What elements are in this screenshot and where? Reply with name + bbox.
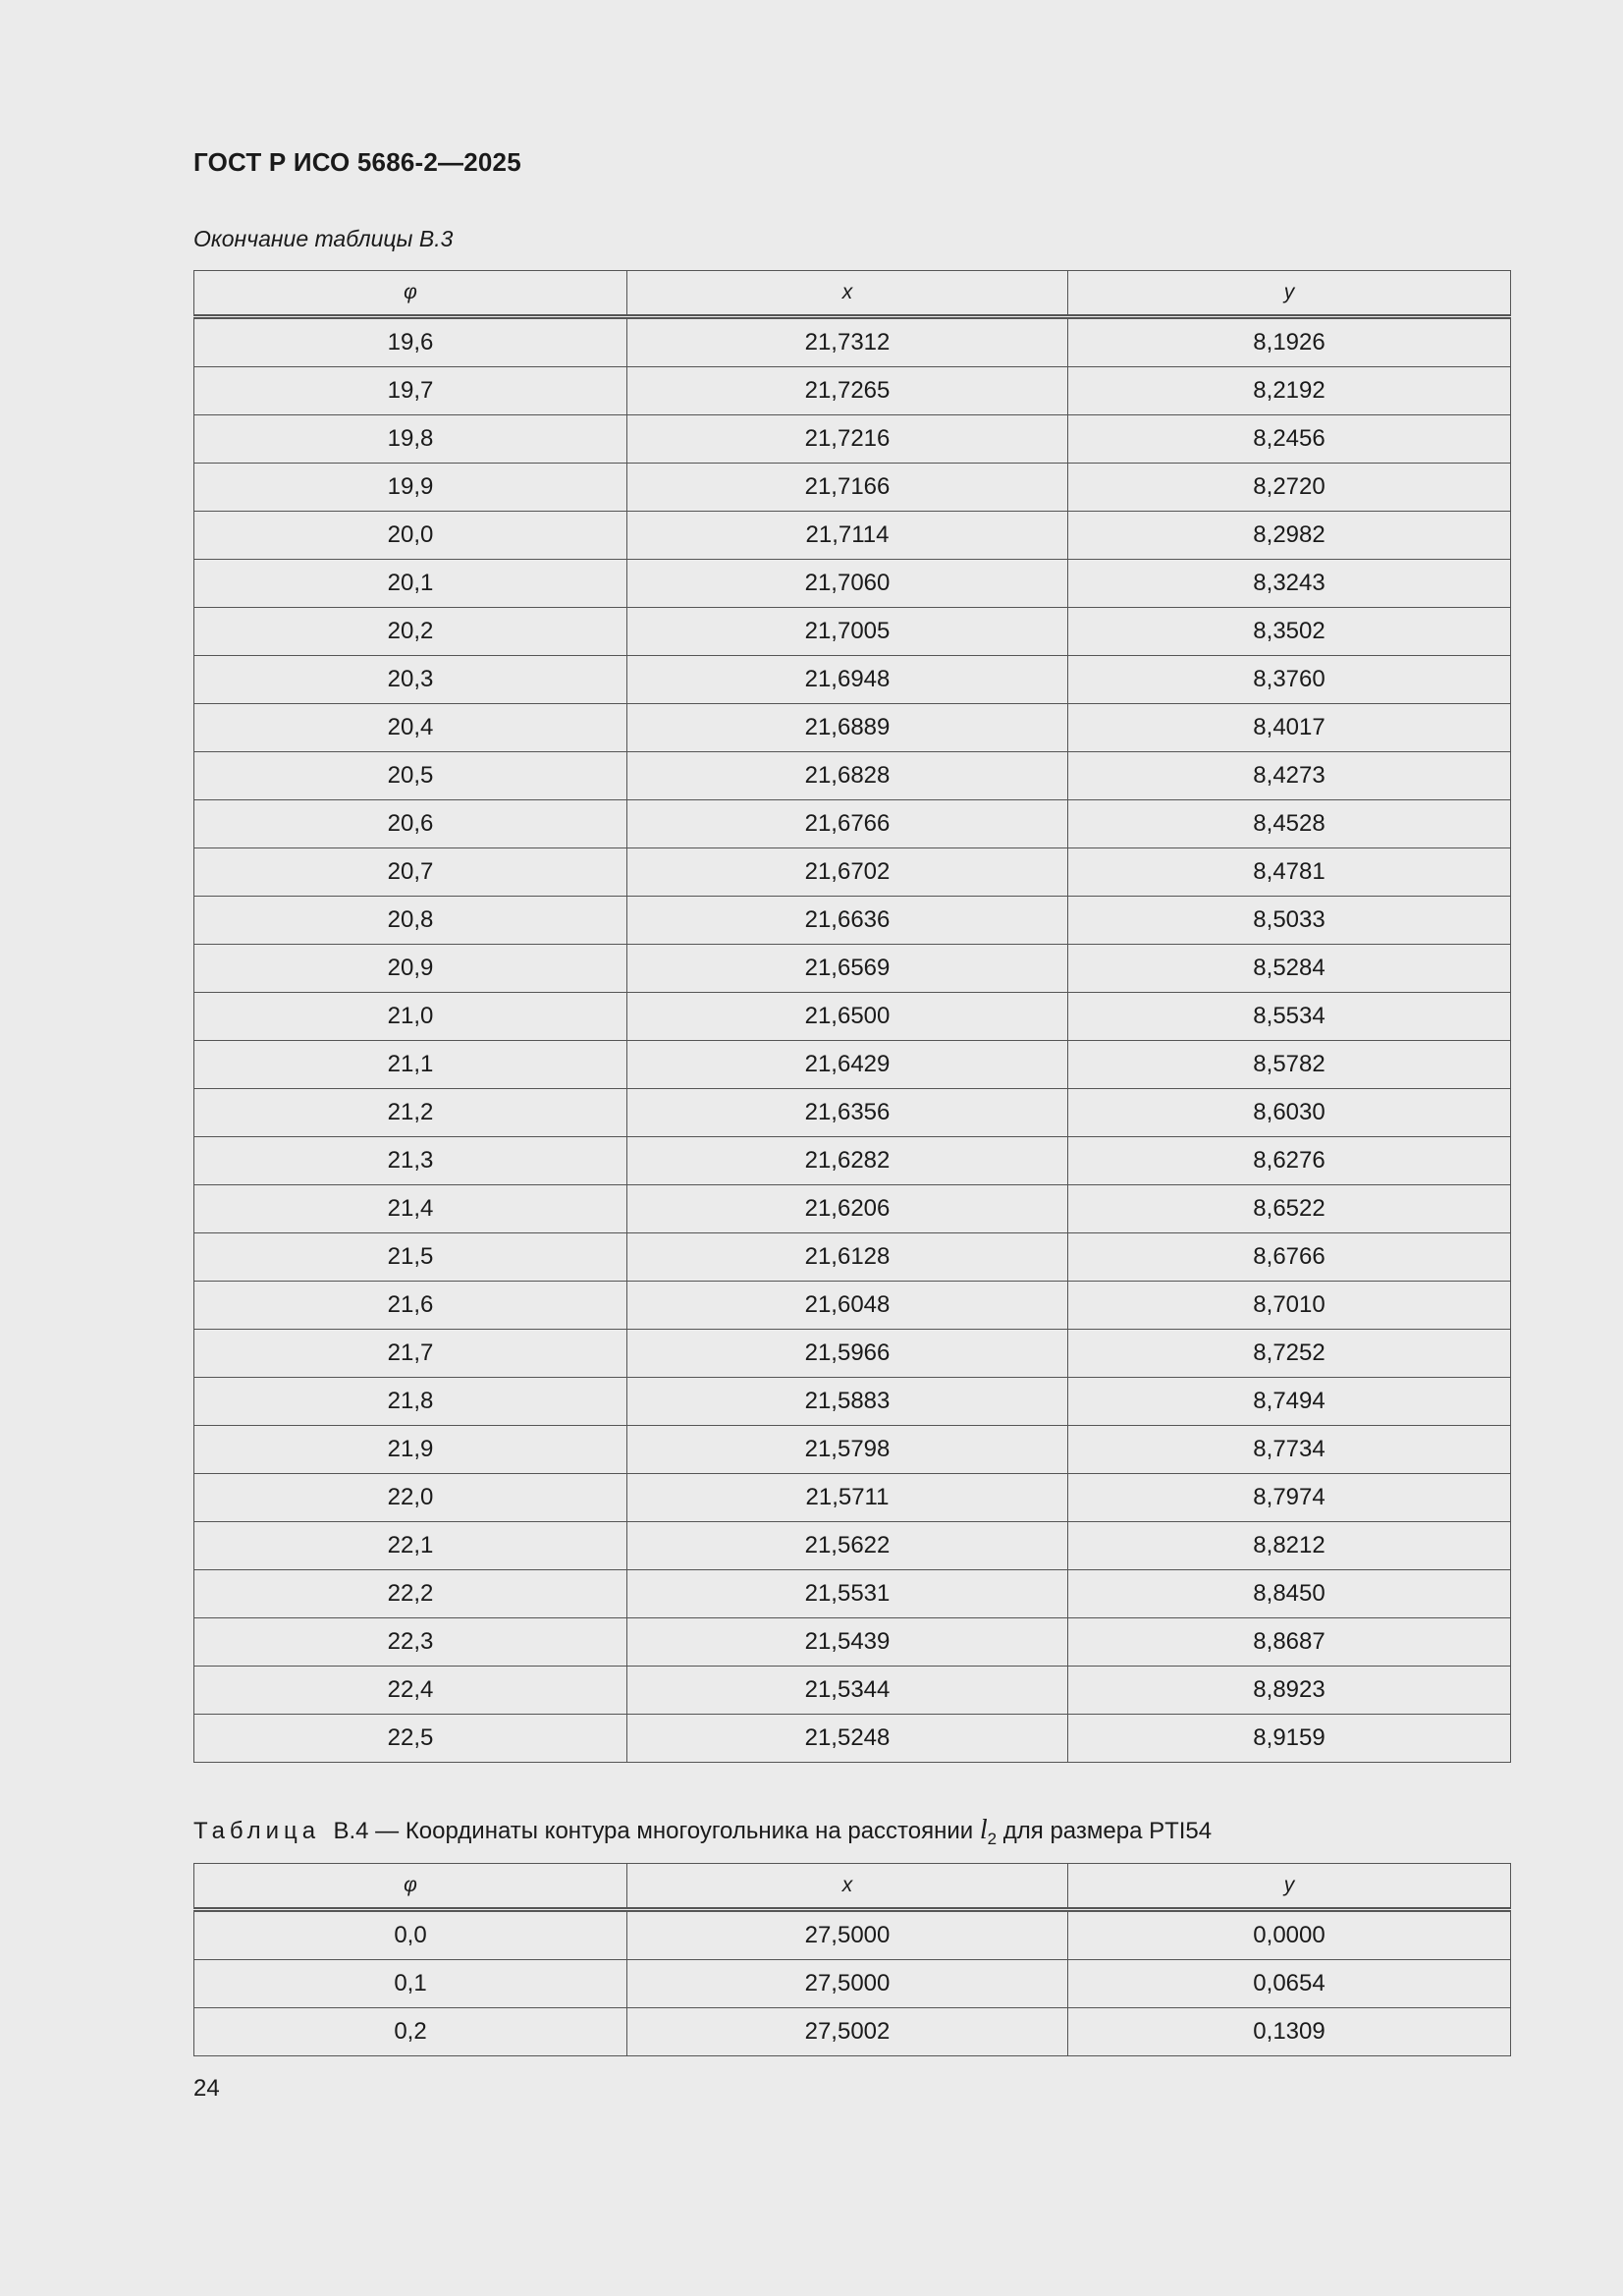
cell-x: 21,6128 [627, 1233, 1068, 1282]
cell-phi: 20,9 [194, 945, 627, 993]
cell-x: 21,6828 [627, 752, 1068, 800]
table-row [194, 897, 1511, 945]
table-b4 [193, 1863, 1511, 2056]
cell-phi: 21,4 [194, 1185, 627, 1233]
table-row [194, 848, 1511, 897]
cell-phi: 20,6 [194, 800, 627, 848]
column-header-x: x [627, 271, 1068, 317]
table-b4-body [194, 1910, 1511, 2056]
cell-phi: 20,1 [194, 560, 627, 608]
table-b4-caption [193, 1815, 1212, 1849]
column-header-y: y [1068, 271, 1511, 317]
document-header: ГОСТ Р ИСО 5686-2—2025 [193, 147, 521, 177]
cell-x: 21,5711 [627, 1474, 1068, 1522]
cell-y: 8,8687 [1068, 1618, 1511, 1667]
cell-phi: 21,8 [194, 1378, 627, 1426]
cell-phi: 22,4 [194, 1667, 627, 1715]
cell-x: 21,6702 [627, 848, 1068, 897]
cell-phi: 19,8 [194, 415, 627, 464]
caption-suffix: для размера PTI54 [1002, 1818, 1213, 1844]
table-row [194, 1960, 1511, 2008]
cell-y: 8,4528 [1068, 800, 1511, 848]
cell-x: 21,6356 [627, 1089, 1068, 1137]
table-row [194, 1378, 1511, 1426]
caption-variable: l [979, 1815, 988, 1845]
cell-x: 21,5798 [627, 1426, 1068, 1474]
cell-x: 21,5622 [627, 1522, 1068, 1570]
cell-phi: 22,5 [194, 1715, 627, 1763]
cell-y: 8,2192 [1068, 367, 1511, 415]
cell-y: 8,6276 [1068, 1137, 1511, 1185]
cell-x: 21,7114 [627, 512, 1068, 560]
cell-x: 21,5966 [627, 1330, 1068, 1378]
table-row [194, 1233, 1511, 1282]
cell-x: 21,6429 [627, 1041, 1068, 1089]
cell-y: 8,7252 [1068, 1330, 1511, 1378]
caption-title: В.4 — Координаты контура многоугольника на расстоянии [333, 1818, 974, 1844]
cell-y: 8,7974 [1068, 1474, 1511, 1522]
column-header-y: y [1068, 1864, 1511, 1910]
cell-phi: 19,6 [194, 317, 627, 367]
table-b3-body [194, 317, 1511, 1763]
cell-y: 0,0000 [1068, 1910, 1511, 1960]
table-row [194, 1137, 1511, 1185]
table-row [194, 800, 1511, 848]
table-row [194, 1474, 1511, 1522]
cell-y: 8,4273 [1068, 752, 1511, 800]
table-row [194, 415, 1511, 464]
cell-phi: 20,3 [194, 656, 627, 704]
table-row [194, 464, 1511, 512]
cell-y: 8,3502 [1068, 608, 1511, 656]
cell-phi: 20,4 [194, 704, 627, 752]
table-row [194, 1715, 1511, 1763]
table-row [194, 317, 1511, 367]
table-row [194, 512, 1511, 560]
cell-phi: 20,2 [194, 608, 627, 656]
cell-x: 21,7166 [627, 464, 1068, 512]
table-row [194, 1910, 1511, 1960]
table-row [194, 1282, 1511, 1330]
cell-x: 21,6948 [627, 656, 1068, 704]
table-row [194, 993, 1511, 1041]
cell-phi: 22,0 [194, 1474, 627, 1522]
cell-phi: 21,2 [194, 1089, 627, 1137]
cell-y: 8,4017 [1068, 704, 1511, 752]
cell-y: 8,5284 [1068, 945, 1511, 993]
cell-y: 8,6766 [1068, 1233, 1511, 1282]
cell-x: 21,6206 [627, 1185, 1068, 1233]
caption-label: Таблица [193, 1818, 321, 1844]
table-row [194, 1426, 1511, 1474]
cell-phi: 20,8 [194, 897, 627, 945]
cell-phi: 22,1 [194, 1522, 627, 1570]
cell-y: 8,5033 [1068, 897, 1511, 945]
cell-phi: 21,3 [194, 1137, 627, 1185]
cell-y: 8,2720 [1068, 464, 1511, 512]
table-row [194, 945, 1511, 993]
cell-y: 8,7010 [1068, 1282, 1511, 1330]
page-number: 24 [193, 2075, 220, 2102]
table-row [194, 367, 1511, 415]
table-row [194, 608, 1511, 656]
cell-x: 21,7312 [627, 317, 1068, 367]
cell-phi: 20,7 [194, 848, 627, 897]
column-header-phi: φ [194, 271, 627, 317]
table-header-row [194, 271, 1511, 317]
table-row [194, 1522, 1511, 1570]
cell-y: 8,1926 [1068, 317, 1511, 367]
cell-x: 27,5000 [627, 1960, 1068, 2008]
cell-y: 8,5782 [1068, 1041, 1511, 1089]
cell-x: 21,5248 [627, 1715, 1068, 1763]
cell-y: 8,9159 [1068, 1715, 1511, 1763]
cell-phi: 21,5 [194, 1233, 627, 1282]
table-row [194, 2008, 1511, 2056]
cell-x: 27,5002 [627, 2008, 1068, 2056]
cell-y: 8,7734 [1068, 1426, 1511, 1474]
cell-x: 21,6500 [627, 993, 1068, 1041]
table-header-row [194, 1864, 1511, 1910]
table-row [194, 1330, 1511, 1378]
cell-x: 21,6569 [627, 945, 1068, 993]
column-header-x: x [627, 1864, 1068, 1910]
caption-subscript: 2 [987, 1829, 998, 1848]
table-row [194, 1041, 1511, 1089]
table-row [194, 1185, 1511, 1233]
table-row [194, 656, 1511, 704]
cell-y: 8,8450 [1068, 1570, 1511, 1618]
cell-x: 21,6766 [627, 800, 1068, 848]
cell-y: 8,6522 [1068, 1185, 1511, 1233]
table-row [194, 1089, 1511, 1137]
cell-phi: 0,0 [194, 1910, 627, 1960]
cell-phi: 20,5 [194, 752, 627, 800]
cell-phi: 21,6 [194, 1282, 627, 1330]
column-header-phi: φ [194, 1864, 627, 1910]
cell-phi: 19,9 [194, 464, 627, 512]
cell-y: 8,4781 [1068, 848, 1511, 897]
cell-x: 27,5000 [627, 1910, 1068, 1960]
cell-y: 0,1309 [1068, 2008, 1511, 2056]
cell-phi: 21,7 [194, 1330, 627, 1378]
cell-y: 8,8923 [1068, 1667, 1511, 1715]
cell-x: 21,6636 [627, 897, 1068, 945]
table-b3 [193, 270, 1511, 1763]
cell-x: 21,6048 [627, 1282, 1068, 1330]
cell-x: 21,7216 [627, 415, 1068, 464]
cell-phi: 0,1 [194, 1960, 627, 2008]
cell-x: 21,7265 [627, 367, 1068, 415]
cell-phi: 21,9 [194, 1426, 627, 1474]
cell-y: 8,2456 [1068, 415, 1511, 464]
cell-y: 8,3760 [1068, 656, 1511, 704]
cell-y: 8,2982 [1068, 512, 1511, 560]
cell-phi: 22,2 [194, 1570, 627, 1618]
cell-y: 8,7494 [1068, 1378, 1511, 1426]
cell-y: 0,0654 [1068, 1960, 1511, 2008]
cell-x: 21,5883 [627, 1378, 1068, 1426]
cell-x: 21,7005 [627, 608, 1068, 656]
cell-x: 21,6889 [627, 704, 1068, 752]
cell-x: 21,6282 [627, 1137, 1068, 1185]
cell-x: 21,5344 [627, 1667, 1068, 1715]
table-row [194, 1667, 1511, 1715]
cell-phi: 20,0 [194, 512, 627, 560]
cell-y: 8,3243 [1068, 560, 1511, 608]
cell-x: 21,5531 [627, 1570, 1068, 1618]
cell-phi: 22,3 [194, 1618, 627, 1667]
cell-x: 21,7060 [627, 560, 1068, 608]
table-row [194, 1618, 1511, 1667]
table-row [194, 1570, 1511, 1618]
table-row [194, 752, 1511, 800]
cell-phi: 19,7 [194, 367, 627, 415]
cell-y: 8,5534 [1068, 993, 1511, 1041]
table-b3-caption: Окончание таблицы В.3 [193, 226, 454, 251]
cell-phi: 0,2 [194, 2008, 627, 2056]
table-row [194, 560, 1511, 608]
cell-x: 21,5439 [627, 1618, 1068, 1667]
cell-y: 8,6030 [1068, 1089, 1511, 1137]
cell-phi: 21,1 [194, 1041, 627, 1089]
table-row [194, 704, 1511, 752]
cell-y: 8,8212 [1068, 1522, 1511, 1570]
cell-phi: 21,0 [194, 993, 627, 1041]
